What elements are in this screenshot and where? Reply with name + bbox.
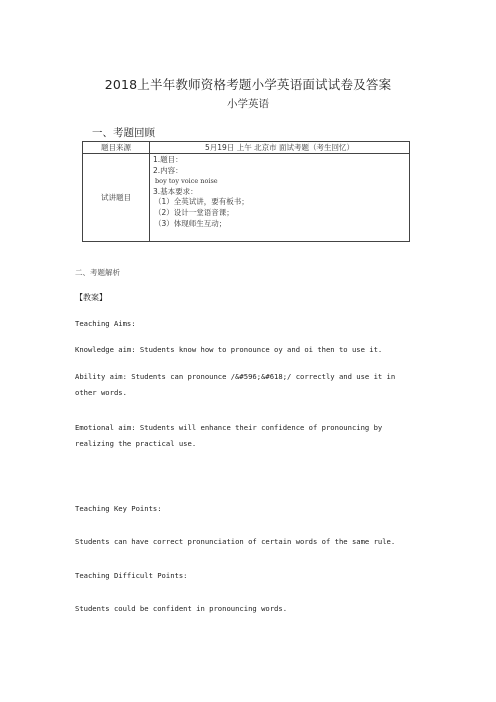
table-row: [83, 154, 410, 242]
content-line: boy toy voice noise: [155, 177, 218, 186]
content-line: 3.基本要求：: [153, 186, 198, 196]
ability-aim: Ability aim: Students can pronounce /&#596;&#618;/ correctly and use it in other words.: [75, 372, 396, 397]
difficult-points-heading: Teaching Difficult Points:: [75, 571, 188, 580]
exam-info-table: [82, 141, 410, 242]
knowledge-aim: Knowledge aim: Students know how to pronounce oy and oi then to use it.: [75, 345, 383, 354]
content-line: 1.题目：: [153, 155, 183, 164]
key-points-heading: Teaching Key Points:: [75, 504, 162, 513]
source-label: 题目来源: [83, 142, 150, 154]
document-title: 2018上半年教师资格考题小学英语面试试卷及答案: [104, 77, 392, 92]
table-row: [83, 142, 410, 154]
section-heading-analysis: 二、考题解析: [75, 268, 120, 277]
content-line: 2.内容：: [153, 165, 183, 175]
source-value: 5月19日 上午 北京市 面试考题（考生回忆）: [150, 142, 410, 154]
content-line: （3）体现师生互动；: [154, 218, 227, 228]
document-subtitle: 小学英语: [227, 98, 269, 110]
key-points-text: Students can have correct pronunciation of certain words of the same rule.: [75, 537, 396, 546]
section-heading-review: 一、考题回顾: [92, 127, 155, 139]
content-line: （1）全英试讲，要有板书；: [154, 197, 249, 207]
content-line: （2）设计一堂语音课；: [154, 207, 234, 217]
topic-label: 试讲题目: [83, 154, 150, 242]
emotional-aim: Emotional aim: Students will enhance their confidence of pronouncing by realizing the practical use.: [75, 423, 383, 448]
topic-content: [150, 154, 410, 242]
teaching-aims-heading: Teaching Aims:: [75, 319, 136, 328]
lesson-plan-heading: 【教案】: [75, 293, 107, 302]
difficult-points-text: Students could be confident in pronouncing words.: [75, 604, 288, 613]
